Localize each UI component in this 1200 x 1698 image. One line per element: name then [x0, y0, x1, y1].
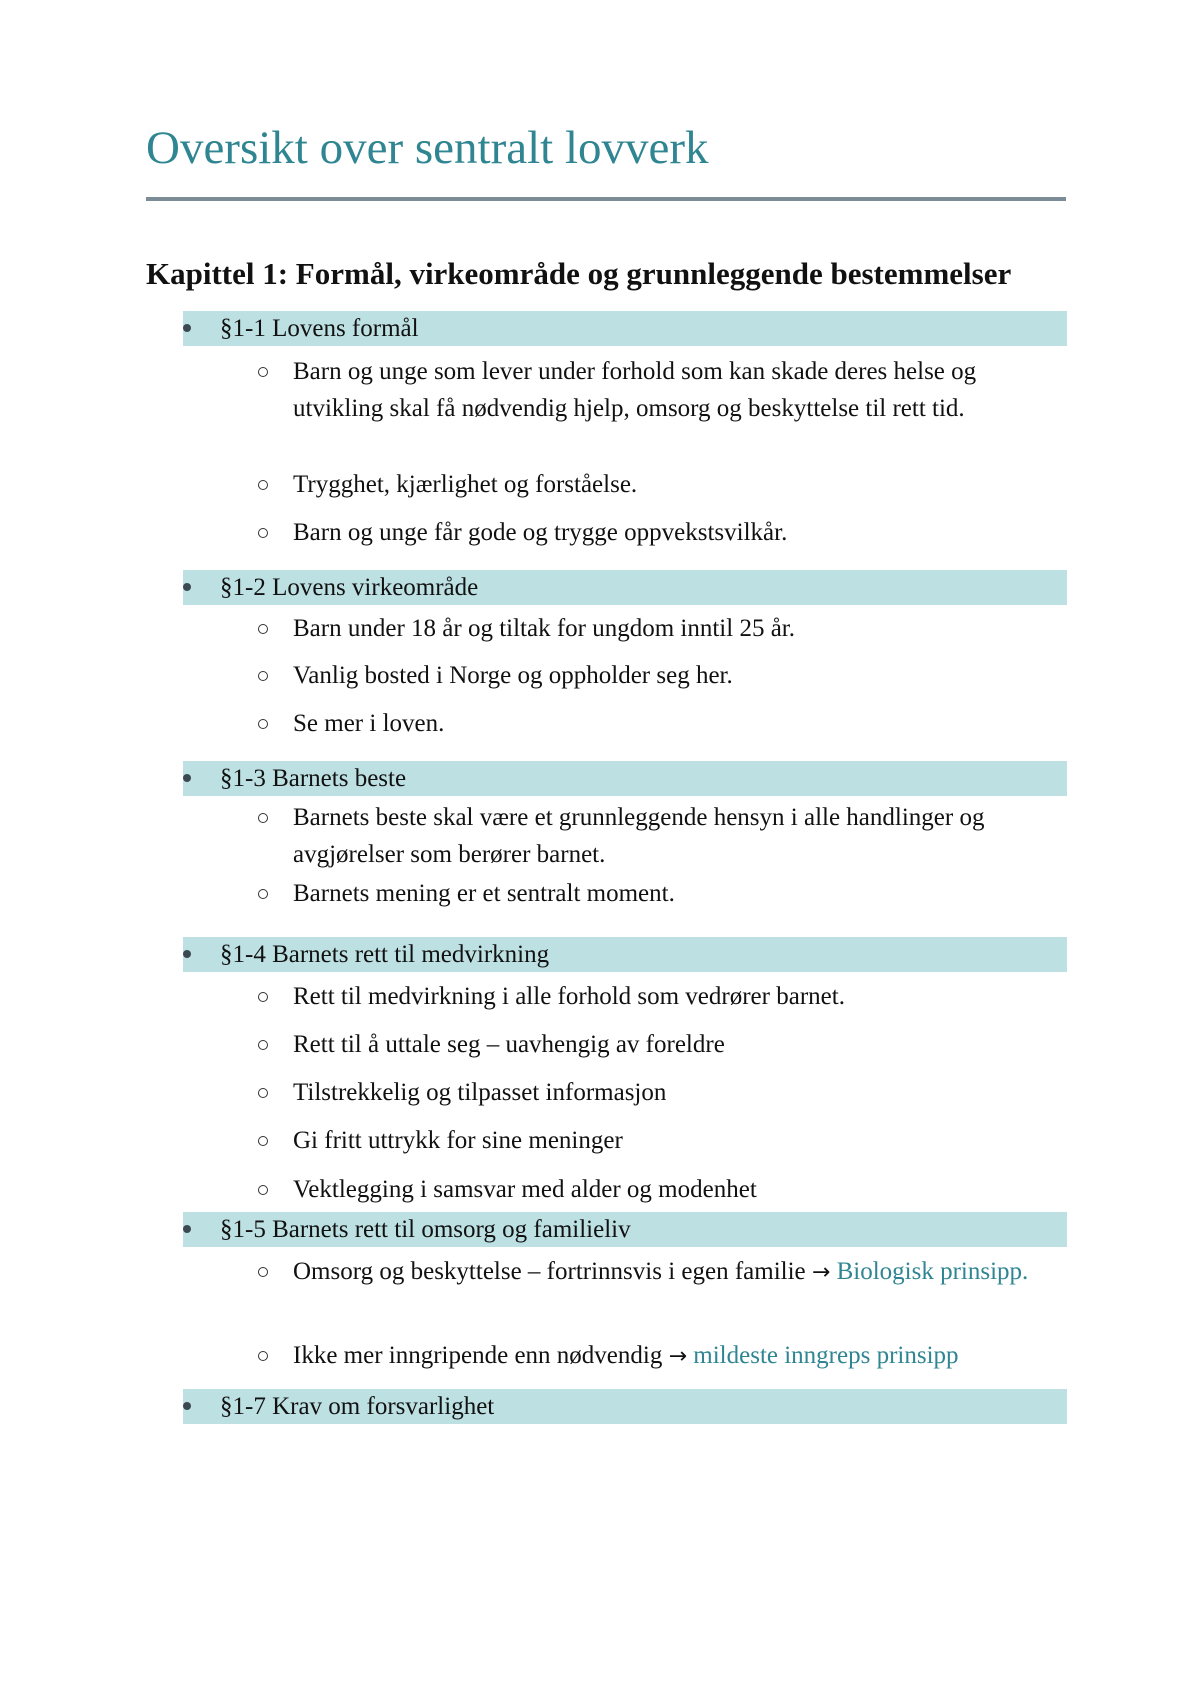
section-title: §1-2 Lovens virkeområde	[220, 574, 479, 601]
list-item	[293, 1026, 1065, 1063]
list-item-text: Barn og unge får gode og trygge oppvekstsvilkår.	[293, 519, 788, 546]
list-item	[293, 1253, 1065, 1291]
circle-bullet-icon	[258, 367, 268, 377]
list-item	[293, 1074, 1065, 1111]
circle-bullet-icon	[258, 1088, 268, 1098]
circle-bullet-icon	[258, 480, 268, 490]
circle-bullet-icon	[258, 528, 268, 538]
circle-bullet-icon	[258, 813, 268, 823]
circle-bullet-icon	[258, 719, 268, 729]
title-divider	[146, 197, 1066, 201]
section-title: §1-3 Barnets beste	[220, 765, 407, 792]
list-item	[293, 799, 1065, 873]
list-item-text: Barn og unge som lever under forhold som kan skade deres helse og utvikling skal få nødvendig hjelp, omsorg og beskyttelse til rett tid.	[293, 358, 977, 422]
list-item	[293, 514, 1065, 551]
list-item-text: Gi fritt uttrykk for sine meninger	[293, 1127, 623, 1154]
circle-bullet-icon	[258, 1267, 268, 1277]
right-arrow-icon: →	[668, 1344, 688, 1369]
bullet-dot-icon	[183, 1225, 191, 1233]
list-item-text: Tilstrekkelig og tilpasset informasjon	[293, 1079, 667, 1106]
principle-term: mildeste inngreps prinsipp	[693, 1342, 959, 1369]
section-title: §1-7 Krav om forsvarlighet	[220, 1393, 495, 1420]
list-item	[293, 466, 1065, 503]
circle-bullet-icon	[258, 671, 268, 681]
list-item-text: Barn under 18 år og tiltak for ungdom inntil 25 år.	[293, 615, 795, 642]
list-item-text: Barnets beste skal være et grunnleggende hensyn i alle handlinger og avgjørelser som berører barnet.	[293, 804, 985, 868]
list-item-text: Rett til å uttale seg – uavhengig av foreldre	[293, 1031, 725, 1058]
list-item	[293, 1122, 1065, 1159]
bullet-dot-icon	[183, 774, 191, 782]
list-item-text: Vanlig bosted i Norge og oppholder seg her.	[293, 662, 733, 689]
right-arrow-icon: →	[811, 1260, 831, 1285]
list-item	[293, 978, 1065, 1015]
section-title: §1-1 Lovens formål	[220, 315, 419, 342]
chapter-heading: Kapittel 1: Formål, virkeområde og grunnleggende bestemmelser	[146, 256, 1012, 291]
list-item	[293, 657, 1065, 694]
circle-bullet-icon	[258, 992, 268, 1002]
circle-bullet-icon	[258, 889, 268, 899]
list-item	[293, 610, 1065, 647]
circle-bullet-icon	[258, 1185, 268, 1195]
list-item-text: Trygghet, kjærlighet og forståelse.	[293, 471, 638, 498]
circle-bullet-icon	[258, 1351, 268, 1361]
document-title: Oversikt over sentralt lovverk	[146, 122, 709, 174]
bullet-dot-icon	[183, 950, 191, 958]
bullet-dot-icon	[183, 324, 191, 332]
list-item	[293, 875, 1065, 912]
list-item	[293, 1337, 1065, 1375]
list-item	[293, 1171, 1065, 1208]
circle-bullet-icon	[258, 624, 268, 634]
list-item-text: Rett til medvirkning i alle forhold som vedrører barnet.	[293, 983, 845, 1010]
circle-bullet-icon	[258, 1040, 268, 1050]
list-item-text: Barnets mening er et sentralt moment.	[293, 880, 675, 907]
bullet-dot-icon	[183, 1402, 191, 1410]
section-title: §1-5 Barnets rett til omsorg og familieliv	[220, 1216, 631, 1243]
bullet-dot-icon	[183, 583, 191, 591]
list-item-text: Vektlegging i samsvar med alder og modenhet	[293, 1176, 757, 1203]
list-item-text: Se mer i loven.	[293, 710, 445, 737]
circle-bullet-icon	[258, 1136, 268, 1146]
list-item-text: Omsorg og beskyttelse – fortrinnsvis i egen familie	[293, 1258, 806, 1285]
list-item-text: Ikke mer inngripende enn nødvendig	[293, 1342, 663, 1369]
section-title: §1-4 Barnets rett til medvirkning	[220, 941, 550, 968]
list-item	[293, 353, 1065, 427]
list-item	[293, 705, 1065, 742]
principle-term: Biologisk prinsipp.	[836, 1258, 1029, 1285]
